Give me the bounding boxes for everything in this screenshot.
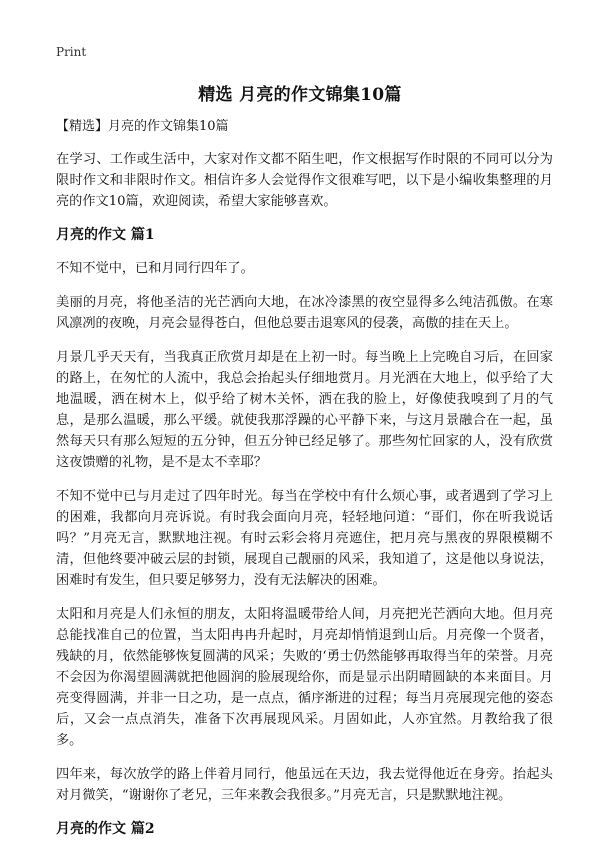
intro-paragraph: 在学习、工作或生活中，大家对作文都不陌生吧，作文根据写作时限的不同可以分为限时作文和非限时作文。相信许多人会觉得作文很难写吧，以下是小编收集整理的月亮的作文10篇，欢迎阅读，希望大家能够喜欢。: [56, 152, 553, 209]
paragraph: 美丽的月亮，将他圣洁的光芒洒向大地，在冰冷漆黑的夜空显得多么纯洁孤傲。在寒风凛冽的夜晚，月亮会显得苍白，但他总要击退寒风的侵袭，高傲的挂在天上。: [56, 295, 553, 331]
print-label: Print: [56, 45, 87, 59]
section-heading-1: 月亮的作文 篇1: [56, 227, 155, 243]
paragraph: 月景几乎天天有，当我真正欣赏月却是在上初一时。每当晚上上完晚自习后，在回家的路上，在匆忙的人流中，我总会抬起头仔细地赏月。月光洒在大地上，似乎给了大地温暖，洒在树木上，似乎给了树木关怀，洒在我的脸上，好像使我嗅到了月的气息，是那么温暖，那么平缓。就使我那浮躁的心平静下来，与这月景融合在一起，虽然每天只有那么短短的五分钟，但五分钟已经足够了。那些匆忙回家的人，没有欣赏这夜馈赠的礼物，是不是太不幸耶？: [56, 350, 553, 470]
article-body: [56, 118, 553, 852]
paragraph: 四年来，每次放学的路上伴着月同行，他虽远在天边，我去觉得他近在身旁。抬起头对月微笑，“谢谢你了老兄，三年来教会我很多。”月亮无言，只是默默地注视。: [56, 767, 553, 803]
paragraph: 不知不觉中已与月走过了四年时光。每当在学校中有什么烦心事，或者遇到了学习上的困难，我都向月亮诉说。有时我会面向月亮，轻轻地问道：“哥们，你在听我说话吗？”月亮无言，默默地注视。有时云彩会将月亮遮住，把月亮与黑夜的界限模糊不清，但他终要冲破云层的封锁，展现自己靓丽的风采，我知道了，这是他以身说法，困难时有发生，但只要足够努力，没有无法解决的困难。: [56, 489, 553, 588]
section-heading-2: 月亮的作文 篇2: [56, 821, 155, 837]
paragraph: 不知不觉中，已和月同行四年了。: [56, 261, 254, 276]
page-title: 精选 月亮的作文锦集10篇: [198, 85, 402, 105]
paragraph: 太阳和月亮是人们永恒的朋友，太阳将温暖带给人间，月亮把光芒洒向大地。但月亮总能找准自己的位置，当太阳冉冉升起时，月亮却悄悄退到山后。月亮像一个贤者，残缺的月，依然能够恢复圆满的风采；失败的‘勇士仍然能够再取得当年的荣誉。月亮不会因为你渴望圆满就把他圆润的脸展现给你，而是显示出阴晴圆缺的本来面目。月亮变得圆满，并非一日之功，是一点点，循序渐进的过程；每当月亮展现完他的姿态后，又会一点点消失，准备下次再展现风采。月固如此，人亦宜然。月教给我了很多。: [56, 607, 553, 748]
article-subtitle: 【精选】月亮的作文锦集10篇: [56, 119, 229, 134]
